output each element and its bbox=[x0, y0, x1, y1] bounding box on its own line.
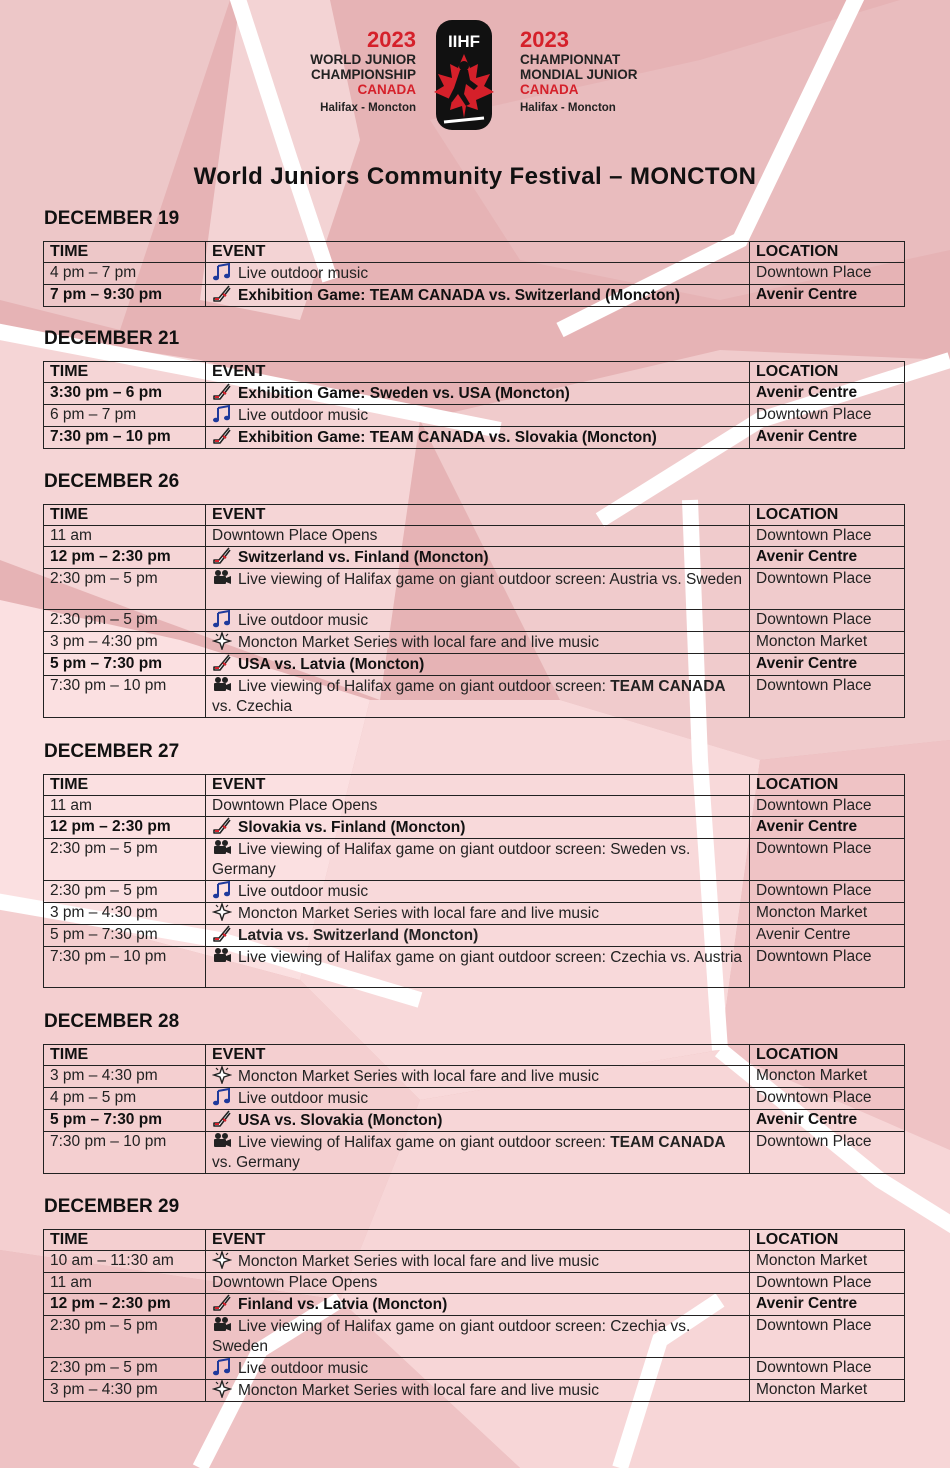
page-title: World Juniors Community Festival – MONCTON bbox=[193, 163, 757, 190]
event-cell bbox=[206, 881, 750, 903]
table-header-row bbox=[44, 1045, 905, 1066]
day-title: DECEMBER 26 bbox=[44, 471, 180, 492]
sparkle-icon bbox=[212, 903, 232, 921]
location-cell: Downtown Place bbox=[750, 1273, 905, 1294]
event-cell bbox=[206, 610, 750, 632]
time-cell: 7:30 pm – 10 pm bbox=[44, 427, 206, 449]
hockey-stick-icon bbox=[212, 817, 232, 835]
event-text: Exhibition Game: Sweden vs. USA (Moncton) bbox=[238, 385, 570, 402]
schedule-table bbox=[43, 504, 905, 718]
event-text: Exhibition Game: TEAM CANADA vs. Switzerland (Moncton) bbox=[238, 287, 681, 304]
event-cell bbox=[206, 1380, 750, 1402]
location-cell: Moncton Market bbox=[750, 632, 905, 654]
table-row bbox=[44, 839, 905, 881]
table-row bbox=[44, 285, 905, 307]
column-header-time: TIME bbox=[44, 1045, 206, 1066]
location-cell: Downtown Place bbox=[750, 881, 905, 903]
header-cities-en: Halifax - Moncton bbox=[320, 102, 416, 114]
header-line2-en: CHAMPIONSHIP bbox=[310, 67, 416, 82]
event-cell bbox=[206, 405, 750, 427]
location-cell: Moncton Market bbox=[750, 903, 905, 925]
music-icon bbox=[212, 405, 232, 423]
header-english bbox=[290, 28, 416, 115]
video-camera-icon bbox=[212, 1132, 232, 1150]
event-cell bbox=[206, 1273, 750, 1294]
event-text: Live viewing of Halifax game on giant outdoor screen: Sweden vs. Germany bbox=[212, 841, 691, 878]
event-cell bbox=[206, 796, 750, 817]
day-title: DECEMBER 29 bbox=[44, 1196, 180, 1217]
event-text: Live outdoor music bbox=[238, 1360, 369, 1377]
music-icon bbox=[212, 263, 232, 281]
location-cell: Downtown Place bbox=[750, 947, 905, 988]
table-row bbox=[44, 569, 905, 610]
schedule-table bbox=[43, 241, 905, 307]
event-cell bbox=[206, 1316, 750, 1358]
schedule-table bbox=[43, 361, 905, 449]
hockey-stick-icon bbox=[212, 1294, 232, 1312]
location-cell: Moncton Market bbox=[750, 1066, 905, 1088]
schedule-table bbox=[43, 1229, 905, 1402]
location-cell: Downtown Place bbox=[750, 405, 905, 427]
table-row bbox=[44, 1316, 905, 1358]
sparkle-icon bbox=[212, 632, 232, 650]
column-header-event: EVENT bbox=[206, 242, 750, 263]
event-cell bbox=[206, 1251, 750, 1273]
event-cell bbox=[206, 1110, 750, 1132]
column-header-location: LOCATION bbox=[750, 505, 905, 526]
table-header-row bbox=[44, 242, 905, 263]
table-row bbox=[44, 1273, 905, 1294]
location-cell: Avenir Centre bbox=[750, 285, 905, 307]
event-cell bbox=[206, 817, 750, 839]
sparkle-icon bbox=[212, 1380, 232, 1398]
location-cell: Avenir Centre bbox=[750, 427, 905, 449]
event-cell bbox=[206, 1358, 750, 1380]
event-cell bbox=[206, 903, 750, 925]
column-header-location: LOCATION bbox=[750, 1230, 905, 1251]
event-text: Moncton Market Series with local fare and live music bbox=[238, 1382, 599, 1399]
video-camera-icon bbox=[212, 947, 232, 965]
event-cell bbox=[206, 947, 750, 988]
event-text: Live viewing of Halifax game on giant outdoor screen: bbox=[238, 1134, 611, 1151]
table-row bbox=[44, 796, 905, 817]
music-icon bbox=[212, 610, 232, 628]
table-header-row bbox=[44, 1230, 905, 1251]
location-cell: Avenir Centre bbox=[750, 1294, 905, 1316]
table-header-row bbox=[44, 505, 905, 526]
table-row bbox=[44, 676, 905, 718]
event-text: Downtown Place Opens bbox=[212, 797, 378, 814]
event-text: Live outdoor music bbox=[238, 612, 369, 629]
event-text: Finland vs. Latvia (Moncton) bbox=[238, 1296, 448, 1313]
event-cell bbox=[206, 1132, 750, 1174]
header-french bbox=[520, 28, 680, 115]
event-text: Downtown Place Opens bbox=[212, 1274, 378, 1291]
time-cell: 6 pm – 7 pm bbox=[44, 405, 206, 427]
column-header-location: LOCATION bbox=[750, 242, 905, 263]
video-camera-icon bbox=[212, 839, 232, 857]
time-cell: 2:30 pm – 5 pm bbox=[44, 1358, 206, 1380]
time-cell: 5 pm – 7:30 pm bbox=[44, 1110, 206, 1132]
event-cell bbox=[206, 632, 750, 654]
event-cell bbox=[206, 1294, 750, 1316]
time-cell: 3:30 pm – 6 pm bbox=[44, 383, 206, 405]
header-year-fr: 2023 bbox=[520, 27, 569, 52]
day-title: DECEMBER 21 bbox=[44, 328, 180, 349]
time-cell: 10 am – 11:30 am bbox=[44, 1251, 206, 1273]
event-text: Live viewing of Halifax game on giant outdoor screen: bbox=[238, 678, 611, 695]
header-line2-fr: MONDIAL JUNIOR bbox=[520, 67, 638, 82]
header-year-en: 2023 bbox=[367, 27, 416, 52]
hockey-stick-icon bbox=[212, 1110, 232, 1128]
column-header-event: EVENT bbox=[206, 775, 750, 796]
table-row bbox=[44, 526, 905, 547]
location-cell: Downtown Place bbox=[750, 1132, 905, 1174]
table-row bbox=[44, 1088, 905, 1110]
table-row bbox=[44, 427, 905, 449]
event-text: Moncton Market Series with local fare and live music bbox=[238, 1253, 599, 1270]
video-camera-icon bbox=[212, 569, 232, 587]
hockey-stick-icon bbox=[212, 285, 232, 303]
event-text: Live viewing of Halifax game on giant outdoor screen: Czechia vs. Austria bbox=[238, 949, 743, 966]
location-cell: Avenir Centre bbox=[750, 383, 905, 405]
sparkle-icon bbox=[212, 1251, 232, 1269]
header-line1-fr: CHAMPIONNAT bbox=[520, 52, 621, 67]
sparkle-icon bbox=[212, 1066, 232, 1084]
column-header-time: TIME bbox=[44, 775, 206, 796]
table-row bbox=[44, 1132, 905, 1174]
time-cell: 2:30 pm – 5 pm bbox=[44, 610, 206, 632]
location-cell: Avenir Centre bbox=[750, 925, 905, 947]
table-header-row bbox=[44, 362, 905, 383]
time-cell: 2:30 pm – 5 pm bbox=[44, 881, 206, 903]
day-title: DECEMBER 28 bbox=[44, 1011, 180, 1032]
time-cell: 12 pm – 2:30 pm bbox=[44, 817, 206, 839]
table-row bbox=[44, 1358, 905, 1380]
location-cell: Downtown Place bbox=[750, 610, 905, 632]
table-row bbox=[44, 632, 905, 654]
event-text: Switzerland vs. Finland (Moncton) bbox=[238, 549, 489, 566]
location-cell: Downtown Place bbox=[750, 1316, 905, 1358]
hockey-stick-icon bbox=[212, 654, 232, 672]
event-text: Moncton Market Series with local fare and live music bbox=[238, 1068, 599, 1085]
hockey-stick-icon bbox=[212, 925, 232, 943]
time-cell: 12 pm – 2:30 pm bbox=[44, 1294, 206, 1316]
event-cell bbox=[206, 427, 750, 449]
time-cell: 3 pm – 4:30 pm bbox=[44, 1380, 206, 1402]
table-row bbox=[44, 947, 905, 988]
table-row bbox=[44, 405, 905, 427]
event-cell bbox=[206, 285, 750, 307]
table-row bbox=[44, 817, 905, 839]
column-header-event: EVENT bbox=[206, 1230, 750, 1251]
schedule-table bbox=[43, 1044, 905, 1174]
column-header-location: LOCATION bbox=[750, 362, 905, 383]
header-line3-en: CANADA bbox=[357, 82, 416, 97]
table-row bbox=[44, 881, 905, 903]
location-cell: Downtown Place bbox=[750, 526, 905, 547]
music-icon bbox=[212, 881, 232, 899]
table-row bbox=[44, 903, 905, 925]
header-line3-fr: CANADA bbox=[520, 82, 579, 97]
column-header-event: EVENT bbox=[206, 505, 750, 526]
time-cell: 3 pm – 4:30 pm bbox=[44, 1066, 206, 1088]
location-cell: Downtown Place bbox=[750, 676, 905, 718]
event-cell bbox=[206, 676, 750, 718]
time-cell: 11 am bbox=[44, 526, 206, 547]
time-cell: 11 am bbox=[44, 796, 206, 817]
location-cell: Downtown Place bbox=[750, 569, 905, 610]
iihf-logo bbox=[426, 18, 502, 134]
event-team-canada: TEAM CANADA bbox=[610, 1134, 726, 1151]
table-row bbox=[44, 1251, 905, 1273]
event-text: Live outdoor music bbox=[238, 265, 369, 282]
column-header-time: TIME bbox=[44, 1230, 206, 1251]
time-cell: 12 pm – 2:30 pm bbox=[44, 547, 206, 569]
location-cell: Avenir Centre bbox=[750, 654, 905, 676]
music-icon bbox=[212, 1088, 232, 1106]
event-text: Live outdoor music bbox=[238, 407, 369, 424]
location-cell: Moncton Market bbox=[750, 1380, 905, 1402]
event-team-canada: TEAM CANADA bbox=[610, 678, 726, 695]
time-cell: 2:30 pm – 5 pm bbox=[44, 1316, 206, 1358]
event-cell bbox=[206, 569, 750, 610]
video-camera-icon bbox=[212, 676, 232, 694]
location-cell: Avenir Centre bbox=[750, 1110, 905, 1132]
table-row bbox=[44, 925, 905, 947]
location-cell: Avenir Centre bbox=[750, 817, 905, 839]
time-cell: 5 pm – 7:30 pm bbox=[44, 654, 206, 676]
table-row bbox=[44, 1110, 905, 1132]
event-text: USA vs. Latvia (Moncton) bbox=[238, 656, 425, 673]
header-cities-fr: Halifax - Moncton bbox=[520, 102, 616, 114]
event-text: USA vs. Slovakia (Moncton) bbox=[238, 1112, 443, 1129]
table-row bbox=[44, 547, 905, 569]
location-cell: Avenir Centre bbox=[750, 547, 905, 569]
header-line1-en: WORLD JUNIOR bbox=[310, 52, 416, 67]
event-cell bbox=[206, 383, 750, 405]
schedule-table bbox=[43, 774, 905, 988]
event-cell bbox=[206, 526, 750, 547]
column-header-time: TIME bbox=[44, 362, 206, 383]
event-cell bbox=[206, 1088, 750, 1110]
time-cell: 7 pm – 9:30 pm bbox=[44, 285, 206, 307]
time-cell: 11 am bbox=[44, 1273, 206, 1294]
time-cell: 2:30 pm – 5 pm bbox=[44, 839, 206, 881]
time-cell: 7:30 pm – 10 pm bbox=[44, 947, 206, 988]
column-header-location: LOCATION bbox=[750, 1045, 905, 1066]
table-row bbox=[44, 1066, 905, 1088]
table-row bbox=[44, 263, 905, 285]
time-cell: 3 pm – 4:30 pm bbox=[44, 903, 206, 925]
event-text-end: vs. Czechia bbox=[212, 698, 293, 715]
event-cell bbox=[206, 1066, 750, 1088]
event-cell bbox=[206, 263, 750, 285]
event-text: Moncton Market Series with local fare and live music bbox=[238, 905, 599, 922]
time-cell: 3 pm – 4:30 pm bbox=[44, 632, 206, 654]
music-icon bbox=[212, 1358, 232, 1376]
event-text: Downtown Place Opens bbox=[212, 527, 378, 544]
table-row bbox=[44, 1380, 905, 1402]
location-cell: Downtown Place bbox=[750, 263, 905, 285]
column-header-time: TIME bbox=[44, 242, 206, 263]
event-text: Live outdoor music bbox=[238, 1090, 369, 1107]
event-text: Latvia vs. Switzerland (Moncton) bbox=[238, 927, 479, 944]
time-cell: 7:30 pm – 10 pm bbox=[44, 676, 206, 718]
table-row bbox=[44, 610, 905, 632]
event-text: Moncton Market Series with local fare and live music bbox=[238, 634, 599, 651]
location-cell: Downtown Place bbox=[750, 839, 905, 881]
day-title: DECEMBER 27 bbox=[44, 741, 180, 762]
event-text-end: vs. Germany bbox=[212, 1154, 300, 1171]
event-text: Live outdoor music bbox=[238, 883, 369, 900]
time-cell: 7:30 pm – 10 pm bbox=[44, 1132, 206, 1174]
time-cell: 5 pm – 7:30 pm bbox=[44, 925, 206, 947]
column-header-event: EVENT bbox=[206, 362, 750, 383]
location-cell: Downtown Place bbox=[750, 796, 905, 817]
event-cell bbox=[206, 925, 750, 947]
event-text: Live viewing of Halifax game on giant outdoor screen: Austria vs. Sweden bbox=[238, 571, 743, 588]
time-cell: 4 pm – 5 pm bbox=[44, 1088, 206, 1110]
table-row bbox=[44, 1294, 905, 1316]
day-title: DECEMBER 19 bbox=[44, 208, 180, 229]
column-header-time: TIME bbox=[44, 505, 206, 526]
hockey-stick-icon bbox=[212, 383, 232, 401]
location-cell: Downtown Place bbox=[750, 1088, 905, 1110]
event-cell bbox=[206, 654, 750, 676]
event-text: Live viewing of Halifax game on giant outdoor screen: Czechia vs. Sweden bbox=[212, 1318, 691, 1355]
event-text: Exhibition Game: TEAM CANADA vs. Slovakia (Moncton) bbox=[238, 429, 657, 446]
hockey-stick-icon bbox=[212, 427, 232, 445]
time-cell: 4 pm – 7 pm bbox=[44, 263, 206, 285]
location-cell: Moncton Market bbox=[750, 1251, 905, 1273]
table-row bbox=[44, 383, 905, 405]
column-header-location: LOCATION bbox=[750, 775, 905, 796]
table-row bbox=[44, 654, 905, 676]
event-cell bbox=[206, 839, 750, 881]
column-header-event: EVENT bbox=[206, 1045, 750, 1066]
location-cell: Downtown Place bbox=[750, 1358, 905, 1380]
video-camera-icon bbox=[212, 1316, 232, 1334]
table-header-row bbox=[44, 775, 905, 796]
time-cell: 2:30 pm – 5 pm bbox=[44, 569, 206, 610]
event-text: Slovakia vs. Finland (Moncton) bbox=[238, 819, 466, 836]
svg-text:IIHF: IIHF bbox=[447, 32, 481, 51]
event-cell bbox=[206, 547, 750, 569]
hockey-stick-icon bbox=[212, 547, 232, 565]
